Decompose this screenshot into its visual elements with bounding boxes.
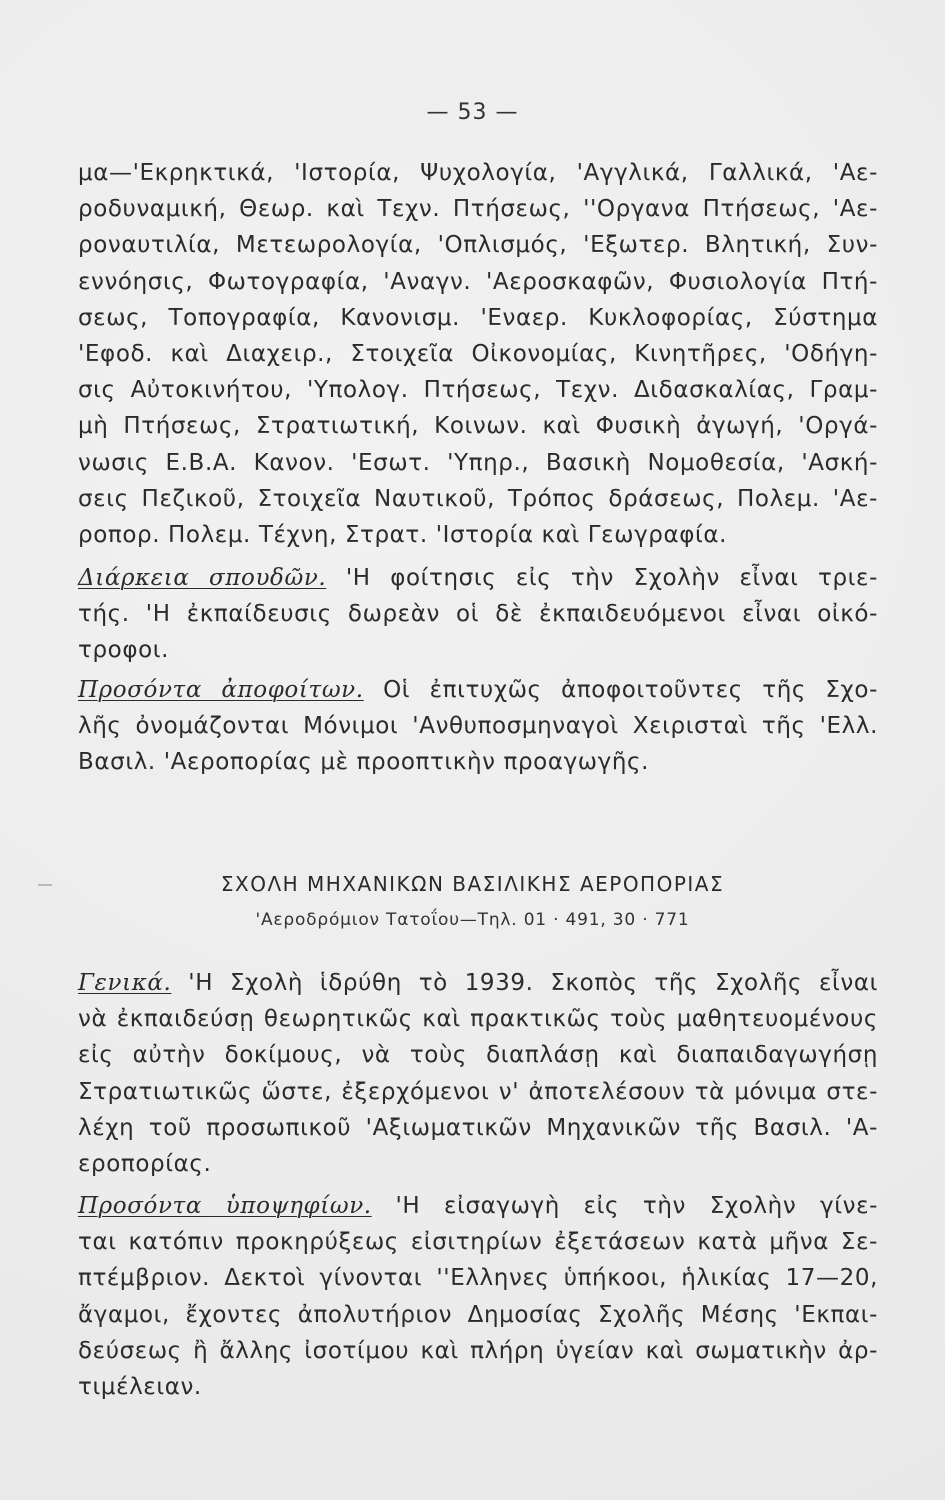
lead-in-heading: Προσόντα ἀποφοίτων. bbox=[78, 677, 364, 703]
text-line: νὰ ἐκπαιδεύσῃ θεωρητικῶς καὶ πρακτικῶς τοὺς μαθητευομένους bbox=[78, 1006, 878, 1033]
text-line: ροπορ. Πολεμ. Τέχνη, Στρατ. 'Ιστορία καὶ Γεωγραφία. bbox=[78, 522, 728, 549]
text-line: εἰς αὐτὴν δοκίμους, νὰ τοὺς διαπλάσῃ καὶ διαπαιδαγωγήσῃ bbox=[78, 1042, 878, 1069]
lead-in-heading: Γενικά. bbox=[78, 970, 172, 996]
text-run: 'Η εἰσαγωγὴ εἰς τὴν Σχολὴν γίνε- bbox=[371, 1193, 879, 1219]
text-line: εννόησις, Φωτογραφία, 'Αναγν. 'Αεροσκαφῶν, Φυσιολογία Πτή- bbox=[78, 268, 878, 295]
text-line bbox=[78, 1188, 878, 1224]
text-line: ται κατόπιν προκηρύξεως εἰσιτηρίων ἐξετάσεων κατὰ μῆνα Σε- bbox=[78, 1229, 878, 1256]
text-line: λέχη τοῦ προσωπικοῦ 'Αξιωματικῶν Μηχανικῶν τῆς Βασιλ. 'Α- bbox=[78, 1114, 878, 1141]
text-line: σις Αὐτοκινήτου, 'Υπολογ. Πτήσεως, Τεχν. Διδασκαλίας, Γραμ- bbox=[78, 377, 878, 404]
text-line: τιμέλειαν. bbox=[78, 1374, 202, 1401]
text-line bbox=[78, 560, 878, 596]
text-run: 'Η φοίτησις εἰς τὴν Σχολὴν εἶναι τριε- bbox=[326, 565, 878, 591]
lead-in-heading: Διάρκεια σπουδῶν. bbox=[78, 565, 327, 591]
text-run: Οἱ ἐπιτυχῶς ἀποφοιτοῦντες τῆς Σχο- bbox=[363, 677, 878, 703]
text-line: τροφοι. bbox=[78, 637, 170, 664]
text-line: τής. 'Η ἐκπαίδευσις δωρεὰν οἱ δὲ ἐκπαιδευόμενοι εἶναι οἰκό- bbox=[78, 601, 878, 628]
text-line: νωσις Ε.Β.Α. Κανον. 'Εσωτ. 'Υπηρ., Βασικὴ Νομοθεσία, 'Ασκή- bbox=[78, 449, 878, 476]
text-line: ροναυτιλία, Μετεωρολογία, 'Οπλισμός, 'Εξωτερ. Βλητική, Συν- bbox=[78, 232, 878, 259]
text-line: πτέμβριον. Δεκτοὶ γίνονται ''Ελληνες ὑπήκοοι, ἡλικίας 17—20, bbox=[78, 1265, 878, 1292]
text-line: λῆς ὀνομάζονται Μόνιμοι 'Ανθυποσμηναγοὶ Χειρισταὶ τῆς 'Ελλ. bbox=[78, 713, 878, 740]
page-number: — 53 — bbox=[426, 100, 519, 125]
paragraph-candidate-qualifications bbox=[78, 1188, 878, 1405]
text-line: Στρατιωτικῶς ὥστε, ἐξερχόμενοι ν' ἀποτελέσουν τὰ μόνιμα στε- bbox=[78, 1078, 878, 1105]
text-run: 'Η Σχολὴ ἱδρύθη τὸ 1939. Σκοπὸς τῆς Σχολῆς εἶναι bbox=[171, 970, 878, 996]
text-line: δεύσεως ἢ ἄλλης ἰσοτίμου καὶ πλήρη ὑγείαν καὶ σωματικὴν ἀρ- bbox=[78, 1337, 878, 1364]
paragraph-graduate-qualifications bbox=[78, 672, 878, 781]
section-title: ΣΧΟΛΗ ΜΗΧΑΝΙΚΩΝ ΒΑΣΙΛΙΚΗΣ ΑΕΡΟΠΟΡΙΑΣ bbox=[220, 872, 725, 896]
paragraph-general bbox=[78, 965, 878, 1182]
text-line: μὴ Πτήσεως, Στρατιωτική, Κοινων. καὶ Φυσικὴ ἀγωγή, 'Οργά- bbox=[78, 413, 878, 440]
lead-in-heading: Προσόντα ὑποψηφίων. bbox=[78, 1193, 372, 1219]
text-line: ροδυναμική, Θεωρ. καὶ Τεχν. Πτήσεως, ''Οργανα Πτήσεως, 'Αε- bbox=[78, 196, 878, 223]
paragraph-course-list bbox=[78, 155, 878, 553]
text-line: εροπορίας. bbox=[78, 1151, 212, 1178]
text-line bbox=[78, 965, 878, 1001]
paragraph-duration bbox=[78, 560, 878, 669]
section-subtitle: 'Αεροδρόμιον Τατοΐου—Τηλ. 01 · 491, 30 · 771 bbox=[255, 910, 690, 930]
text-line: ἄγαμοι, ἔχοντες ἀπολυτήριον Δημοσίας Σχολῆς Μέσης 'Εκπαι- bbox=[78, 1301, 878, 1328]
text-line: σεις Πεζικοῦ, Στοιχεῖα Ναυτικοῦ, Τρόπος δράσεως, Πολεμ. 'Αε- bbox=[78, 485, 878, 512]
text-line: Βασιλ. 'Αεροπορίας μὲ προοπτικὴν προαγωγῆς. bbox=[78, 749, 650, 776]
text-line: μα—'Εκρηκτικά, 'Ιστορία, Ψυχολογία, 'Αγγλικά, Γαλλικά, 'Αε- bbox=[78, 160, 878, 186]
text-line bbox=[78, 672, 878, 708]
text-line: 'Εφοδ. καὶ Διαχειρ., Στοιχεῖα Οἰκονομίας, Κινητῆρες, 'Οδήγη- bbox=[78, 341, 878, 368]
text-line: σεως, Τοπογραφία, Κανονισμ. 'Εναερ. Κυκλοφορίας, Σύστημα bbox=[78, 304, 878, 331]
